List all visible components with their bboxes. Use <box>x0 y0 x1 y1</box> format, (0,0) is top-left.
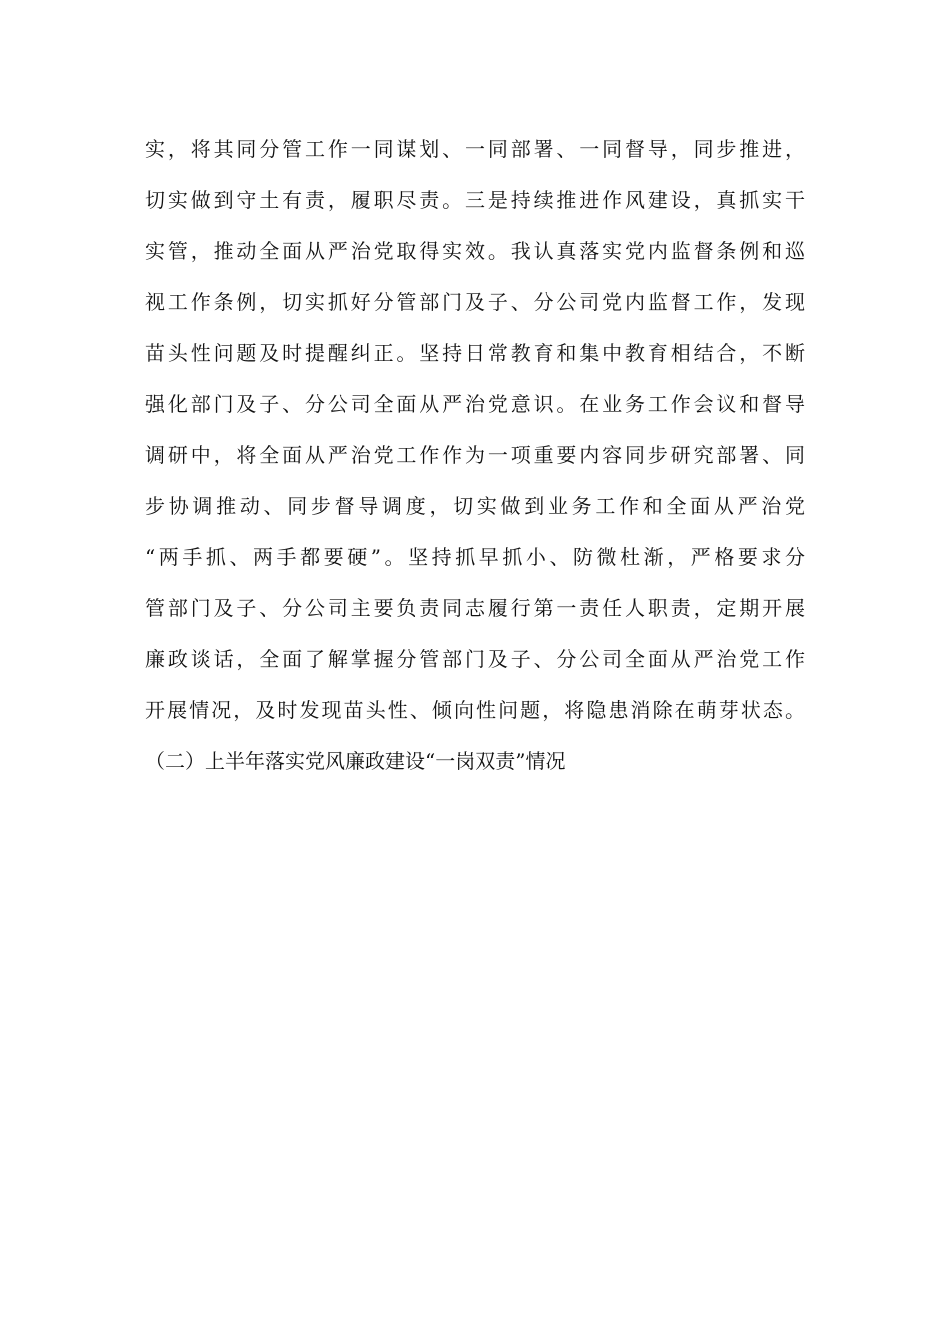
paragraph-line: 廉政谈话，全面了解掌握分管部门及子、分公司全面从严治党工作 <box>145 647 805 671</box>
paragraph-line: 强化部门及子、分公司全面从严治党意识。在业务工作会议和督导 <box>145 392 805 416</box>
body-text <box>145 128 805 791</box>
paragraph-line: 苗头性问题及时提醒纠正。坚持日常教育和集中教育相结合，不断 <box>145 341 805 365</box>
paragraph-line: 实，将其同分管工作一同谋划、一同部署、一同督导，同步推进， <box>145 137 805 161</box>
paragraph-line: 步协调推动、同步督导调度，切实做到业务工作和全面从严治党 <box>145 494 805 518</box>
paragraph-line: 切实做到守土有责，履职尽责。三是持续推进作风建设，真抓实干 <box>145 188 805 212</box>
paragraph-line: 视工作条例，切实抓好分管部门及子、分公司党内监督工作，发现 <box>145 290 805 314</box>
paragraph-line: “两手抓、两手都要硬”。坚持抓早抓小、防微杜渐，严格要求分 <box>145 545 805 569</box>
paragraph-line: 调研中，将全面从严治党工作作为一项重要内容同步研究部署、同 <box>145 443 805 467</box>
section-heading: （二）上半年落实党风廉政建设“一岗双责”情况 <box>145 749 566 773</box>
paragraph-line: 管部门及子、分公司主要负责同志履行第一责任人职责，定期开展 <box>145 596 805 620</box>
paragraph-line: 实管，推动全面从严治党取得实效。我认真落实党内监督条例和巡 <box>145 239 805 263</box>
paragraph-line: 开展情况，及时发现苗头性、倾向性问题，将隐患消除在萌芽状态。 <box>145 698 805 722</box>
